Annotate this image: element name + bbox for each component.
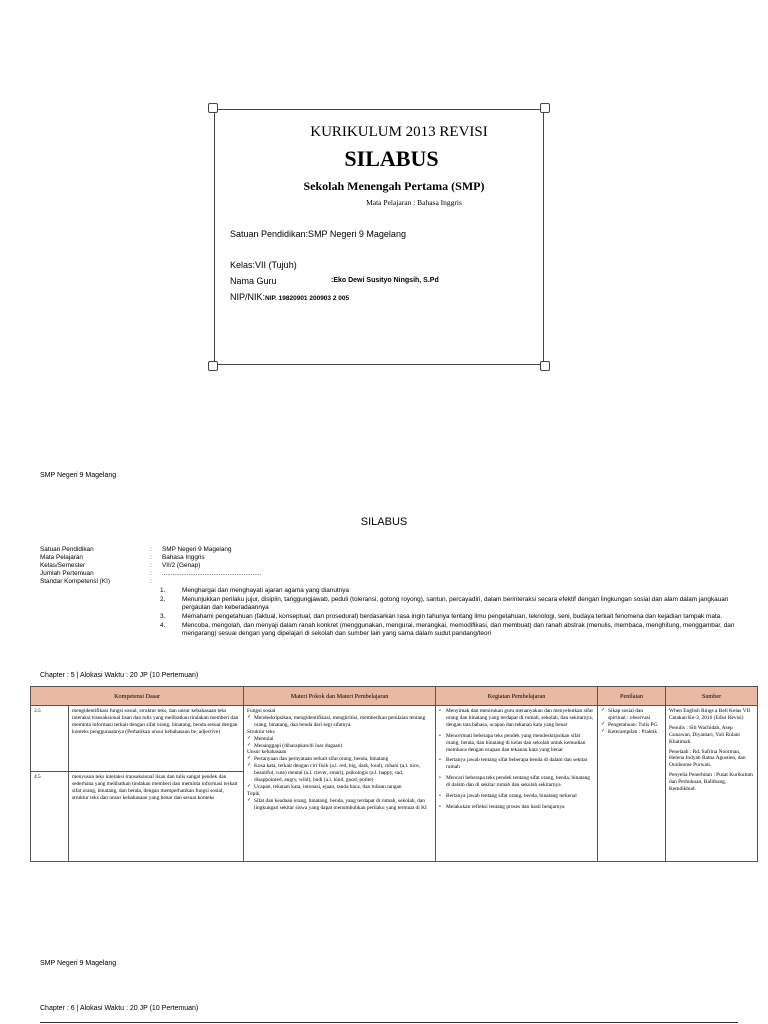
cover-frame [208,103,550,371]
table-row: 4.5 menyusun teks interaksi transaksional lisan dan tulis sangat pendek dan sederhana yang melibatkan tindakan memberi dan meminta informasi terkait sifat orang, binatang, dan benda, dengan memperhatikan fungsi sosial, struktur teks dan unsur kebahasaan yang benar dan sesuai konteks [31,772,758,862]
table-top-border [40,1022,738,1023]
sumber-cell: When English Rings a Bell Kelas VII Cetakan Ke-3, 2016 (Edisi Revisi) Penulis : Siti Wachidah, Asep Gunawan, Diyantari, Yuli Rulani Khatimah. Penelaah : Rd. Safrina Noorman, Helena Indyah Ratna Agustien, dan Ouiduume Purwati. Penyelia Penerbitan : Pusat Kurikulum dan Perbukuan, Balitbang, Kemdikbud. [666,706,758,862]
cover-curriculum: KURIKULUM 2013 REVISI [310,124,488,140]
cover-subject: Mata Pelajaran : Bahasa Inggris [366,198,462,207]
page-header: SMP Negeri 9 Magelang [40,472,117,479]
materi-cell: Fungsi sosial ✓ Mendeskripsikan, mengidentifikasi, mengkritisi, memberikan penilaian tentang orang, binatang, dan benda dari segi sifatnya. Struktur teks ✓ Memulai ✓ Menanggapi (diharapkan/di luar dugaan) Unsur kebahasaan ✓ Pertanyaan dan pernyataan terkait sifat orang, benda, binatang ✓ Kosa kata, terkait dengan ciri fisik (a.l. red, big, dark, loud), rohani (a.l. nice, beautiful, cute) mental (a.l. clever, smart), psikologis (a.l. happy, sad, disappointed, angry, wild), budi (a.l. kind, good, polite) ✓ Ucapan, tekanan kata, intonasi, ejaan, tanda baca, dan tulisan tangan Topik ✓ Sifat dan keadaan orang, binatang, benda, yang terdapat di rumah, sekolah, dan lingkungan sekitar siswa yang dapat menumbuhkan perilaku yang termuat di KI [244,706,436,862]
cover-nip: NIP/NIK:NIP. 19820901 200903 2 005 [230,292,350,302]
chapter-5-heading: Chapter : 5 | Alokasi Waktu : 20 JP (10 Pertemuan) [40,672,199,679]
table-header-row: Kompetensi Dasar Materi Pokok dan Materi Pembelajaran Kegiatan Pembelajaran Penilaian Sumber [31,687,758,706]
table-row: 3.5 mengidentifikasi fungsi sosial, struktur teks, dan unsur kebahasaan teks interaksi transaksional lisan dan tulis yang melibatkan tindakan memberi dan meminta informasi terkait dengan sifat orang, binatang, benda sesuai dengan konteks penggunaannya (Perhatikan unsur kebahasaan be, adjective) Fungsi sosial ✓ Mendeskripsikan, mengidentifikasi, mengkritisi, memberikan penilaian tentang orang, binatang, dan benda dari segi sifatnya. Struktur teks ✓ Memulai ✓ Menanggapi (diharapkan/di luar dugaan) Unsur kebahasaan ✓ Pertanyaan dan pernyataan terkait sifat orang, benda, binatang ✓ Kosa kata, terkait dengan ciri fisik (a.l. red, big, dark, loud), rohani (a.l. nice, beautiful, cute) mental (a.l. clever, smart), psikologis (a.l. happy, sad, disappointed, angry, wild), budi (a.l. kind, good, polite) ✓ Ucapan, tekanan kata, intonasi, ejaan, tanda baca, dan tulisan tangan Topik ✓ Sifat dan keadaan orang, binatang, benda, yang terdapat di rumah, sekolah, dan lingkungan sekitar siswa yang dapat menumbuhkan perilaku yang termuat di KI • Menyimak dan menirukan guru menanyakan dan menyebutkan sifat orang dan binatang yang terdapat di rumah, sekolah, dan sekitarnya, dengan tata bahasa, ucapan dan tekanan kata yang benar • Mencermati beberapa teks pendek yang mendeskripsikan sifat orang, benda, dan binatang di kelas dan sekolah untuk kemudian membaca dengan ucapan dan tekanan kata yang benar • Bertanya jawab tentang sifat beberapa benda di dalam dan sekitar rumah • Mencari beberapa teks pendek tentang sifat orang, benda, binatang di dalam dan di sekitar rumah dan sekolah sekitarnya • Bertanya jawab tentang sifat orang, benda, binatang terkenal • Melakukan refleksi tentang proses dan hasil belajarnya ✓ Sikap sosial dan spiritual : observasi ✓ Pengetahuan: Tulis PG ✓ Keterampilan : Praktik When English Rings a Bell Kelas VII Cetakan Ke-3, 2016 (Edisi Revisi) Penulis : Siti Wachidah, Asep Gunawan, Diyantari, Yuli Rulani Khatimah. Penelaah : Rd. Safrina Noorman, Helena Indyah Ratna Agustien, dan Ouiduume Purwati. Penyelia Penerbitan : Pusat Kurikulum dan Perbukuan, Balitbang, Kemdikbud. [31,706,758,772]
cover-guru-label: Nama Guru [230,276,277,286]
syllabus-table [30,686,758,862]
cover-school-type: Sekolah Menengah Pertama (SMP) [303,179,485,193]
penilaian-cell: ✓ Sikap sosial dan spiritual : observasi ✓ Pengetahuan: Tulis PG ✓ Keterampilan : Praktik [598,706,666,862]
cover-satuan: Satuan Pendidikan:SMP Negeri 9 Magelang [230,229,406,239]
chapter-6-heading: Chapter : 6 | Alokasi Waktu : 20 JP (10 Pertemuan) [40,1005,199,1012]
cover-kelas: Kelas:VII (Tujuh) [230,260,297,270]
cover-title: SILABUS [344,146,439,171]
syllabus-info: Satuan Pendidikan : SMP Negeri 9 Magelang Mata Pelajaran : Bahasa Inggris Kelas/Semester : VII/2 (Genap) Jumlah Pertemuan : ........................................................ Standar Kompetensi (KI) : [40,546,262,585]
cover-guru-value: :Eko Dewi Susityo Ningsih, S.Pd [331,277,439,284]
kegiatan-cell: • Menyimak dan menirukan guru menanyakan dan menyebutkan sifat orang dan binatang yang terdapat di rumah, sekolah, dan sekitarnya, dengan tata bahasa, ucapan dan tekanan kata yang benar • Mencermati beberapa teks pendek yang mendeskripsikan sifat orang, benda, dan binatang di kelas dan sekolah untuk kemudian membaca dengan ucapan dan tekanan kata yang benar • Bertanya jawab tentang sifat beberapa benda di dalam dan sekitar rumah • Mencari beberapa teks pendek tentang sifat orang, benda, binatang di dalam dan di sekitar rumah dan sekolah sekitarnya • Bertanya jawab tentang sifat orang, benda, binatang terkenal • Melakukan refleksi tentang proses dan hasil belajarnya [436,706,598,862]
ki-list: 1. Menghargai dan menghayati ajaran agama yang dianutnya 2. Menunjukkan perilaku jujur, disiplin, tanggungjawab, peduli (toleransi, gotong royong), santun, percayadiri, dalam berinteraksi secara efektif dengan lingkungan sosial dan alam dalam jangkauan pergaulan dan keberadaannya 3. Memahami pengetahuan (faktual, konseptual, dan prosedural) berdasarkan rasa ingin tahunya tentang ilmu pengetahuan, teknologi, seni, budaya terkait fenomena dan kejadian tampak mata. 4. Mencoba, mengolah, dan menyaji dalam ranah konkret (menggunakan, mengurai, merangkai, memodifikasi, dan membuat) dan ranah abstrak (menulis, membaca, menghitung, menggambar, dan mengarang) sesuai dengan yang dipelajari di sekolah dan sumber lain yang sama dalam sudut pandang/teori [160,587,735,637]
page-header: SMP Negeri 9 Magelang [40,960,117,967]
syllabus-title: SILABUS [360,516,408,528]
